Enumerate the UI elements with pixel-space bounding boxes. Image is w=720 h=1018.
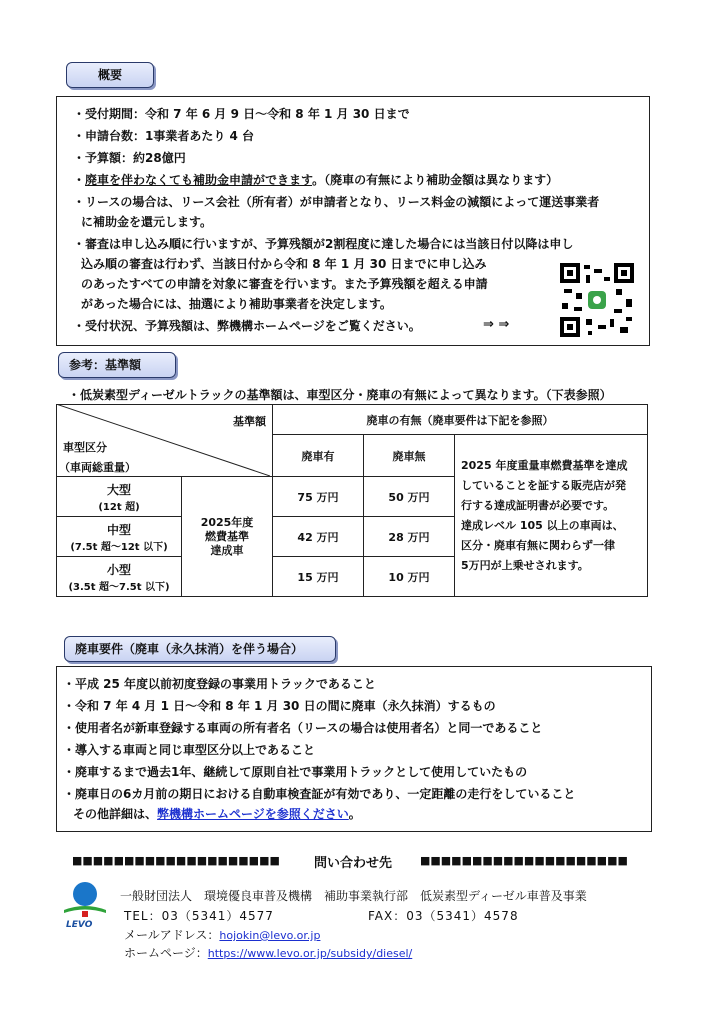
small-yes: 15 万円	[273, 557, 364, 597]
large-no: 50 万円	[364, 477, 455, 517]
row-small	[57, 557, 182, 597]
overview-line-7: ・受付状況、予算残額は、弊機構ホームページをご覧ください。	[73, 319, 421, 333]
overview-tab	[66, 62, 154, 88]
web-link[interactable]: https://www.levo.or.jp/subsidy/diesel/	[207, 947, 413, 960]
standard-line: 燃費基準	[205, 529, 249, 543]
reference-note: ・低炭素型ディーゼルトラックの基準額は、車型区分・廃車の有無によって異なります。（下表参照）	[68, 388, 612, 402]
overview-line-4: ・廃車を伴わなくても補助金申請ができます。（廃車の有無により補助金額は異なります）	[73, 173, 559, 187]
standard-cell	[182, 477, 273, 597]
contact-bar-right: ■■■■■■■■■■■■■■■■■■■■	[420, 854, 628, 867]
row-large	[57, 477, 182, 517]
side-note-line: 行する達成証明書が必要です。	[461, 498, 615, 512]
overview-line-6b: 込み順の審査は行わず、当該日付から令和 8 年 1 月 30 日までに申し込み	[81, 257, 487, 271]
side-note-line: 5万円が上乗せされます。	[461, 558, 589, 572]
contact-tel: TEL：03（5341）4577	[124, 909, 274, 923]
overview-tab-label: 概要	[97, 68, 122, 82]
contact-web-row	[124, 944, 412, 961]
scrap-line: ・廃車するまで過去1年、継続して原則自社で事業用トラックとして使用していたもの	[63, 765, 528, 779]
detail-link[interactable]: 弊機構ホームページを参照ください	[157, 807, 349, 821]
medium-no: 28 万円	[364, 517, 455, 557]
overview-line-6c: のあったすべての申請を対象に審査を行います。また予算残額を超える申請	[81, 277, 488, 291]
side-note-line: 区分・廃車有無に関わらず一律	[461, 538, 615, 552]
large-yes: 75 万円	[273, 477, 364, 517]
row-name: 中型	[106, 522, 131, 537]
contact-bar-left: ■■■■■■■■■■■■■■■■■■■■	[72, 854, 280, 867]
header-class: 車型区分	[63, 441, 107, 454]
overview-line-6a: ・審査は申し込み順に行いますが、予算残額が2割程度に達した場合には当該日付以降は申し	[73, 237, 574, 251]
scrap-line: ・導入する車両と同じ車型区分以上であること	[63, 743, 316, 757]
side-note	[455, 435, 648, 597]
standard-line: 2025年度	[200, 515, 254, 529]
scrap-line: ・使用者名が新車登録する車両の所有者名（リースの場合は使用者名）と同一であること	[63, 721, 543, 735]
small-no: 10 万円	[364, 557, 455, 597]
reference-tab	[58, 352, 176, 378]
arrows: ⇒ ⇒	[483, 317, 510, 332]
row-range: (12t 超)	[98, 501, 140, 513]
scrap-tab	[64, 636, 336, 662]
side-note-line: していることを証する販売店が発	[461, 478, 626, 492]
overview-line-6d: があった場合には、抽選により補助事業者を決定します。	[81, 297, 392, 311]
mail-label: メールアドレス：	[124, 928, 220, 942]
qr-code[interactable]	[560, 263, 634, 337]
overview-line-5b: に補助金を還元します。	[81, 215, 213, 229]
side-note-line: 2025 年度重量車燃費基準を達成	[461, 458, 628, 472]
mail-link[interactable]: hojokin@levo.or.jp	[219, 929, 321, 942]
row-medium	[57, 517, 182, 557]
medium-yes: 42 万円	[273, 517, 364, 557]
col-yes: 廃車有	[273, 435, 364, 477]
overview-line-1: ・受付期間：令和 7 年 6 月 9 日～令和 8 年 1 月 30 日まで	[73, 107, 410, 121]
side-note-line: 達成レベル 105 以上の車両は、	[461, 518, 624, 532]
web-label: ホームページ：	[124, 946, 208, 960]
scrap-line: ・平成 25 年度以前初度登録の事業用トラックであること	[63, 677, 376, 691]
header-scrap: 廃車の有無（廃車要件は下記を参照）	[273, 405, 648, 435]
scrap-line: ・令和 7 年 4 月 1 日～令和 8 年 1 月 30 日の間に廃車（永久抹消）するもの	[63, 699, 496, 713]
overview-line-4-rest: 。（廃車の有無により補助金額は異なります）	[312, 173, 559, 187]
levo-logo	[60, 880, 110, 932]
scrap-line: ・廃車日の6カ月前の期日における自動車検査証が有効であり、一定距離の走行をしていること	[63, 787, 576, 801]
overview-line-4-underlined: 廃車を伴わなくても補助金申請ができます	[85, 173, 313, 187]
contact-fax: FAX：03（5341）4578	[368, 909, 519, 923]
header-weight: （車両総重量）	[59, 461, 136, 474]
scrap-detail	[73, 805, 361, 822]
overview-line-3: ・予算額：約28億円	[73, 151, 186, 165]
overview-box	[56, 96, 650, 346]
reference-table	[56, 404, 648, 597]
detail-prefix: その他詳細は、	[73, 807, 158, 821]
row-range: (7.5t 超～12t 以下)	[70, 541, 168, 553]
reference-tab-label: 参考：基準額	[69, 358, 142, 372]
col-no: 廃車無	[364, 435, 455, 477]
row-range: (3.5t 超～7.5t 以下)	[68, 581, 170, 593]
standard-line: 達成車	[210, 543, 244, 557]
contact-org: 一般財団法人 環境優良車普及機構 補助事業執行部 低炭素型ディーゼル車普及事業	[120, 889, 587, 903]
overview-line-5a: ・リースの場合は、リース会社（所有者）が申請者となり、リース料金の減額によって運送事業者	[73, 195, 600, 209]
header-kijun: 基準額	[233, 415, 266, 428]
contact-heading: 問い合わせ先	[314, 856, 393, 871]
row-name: 小型	[106, 562, 131, 577]
scrap-tab-label: 廃車要件（廃車（永久抹消）を伴う場合）	[75, 642, 304, 656]
contact-mail-row	[124, 926, 320, 943]
scrap-box	[56, 666, 652, 832]
row-name: 大型	[106, 482, 131, 497]
overview-line-2: ・申請台数：1事業者あたり 4 台	[73, 129, 255, 143]
logo-text: LEVO	[66, 920, 93, 930]
detail-suffix: 。	[348, 807, 361, 821]
